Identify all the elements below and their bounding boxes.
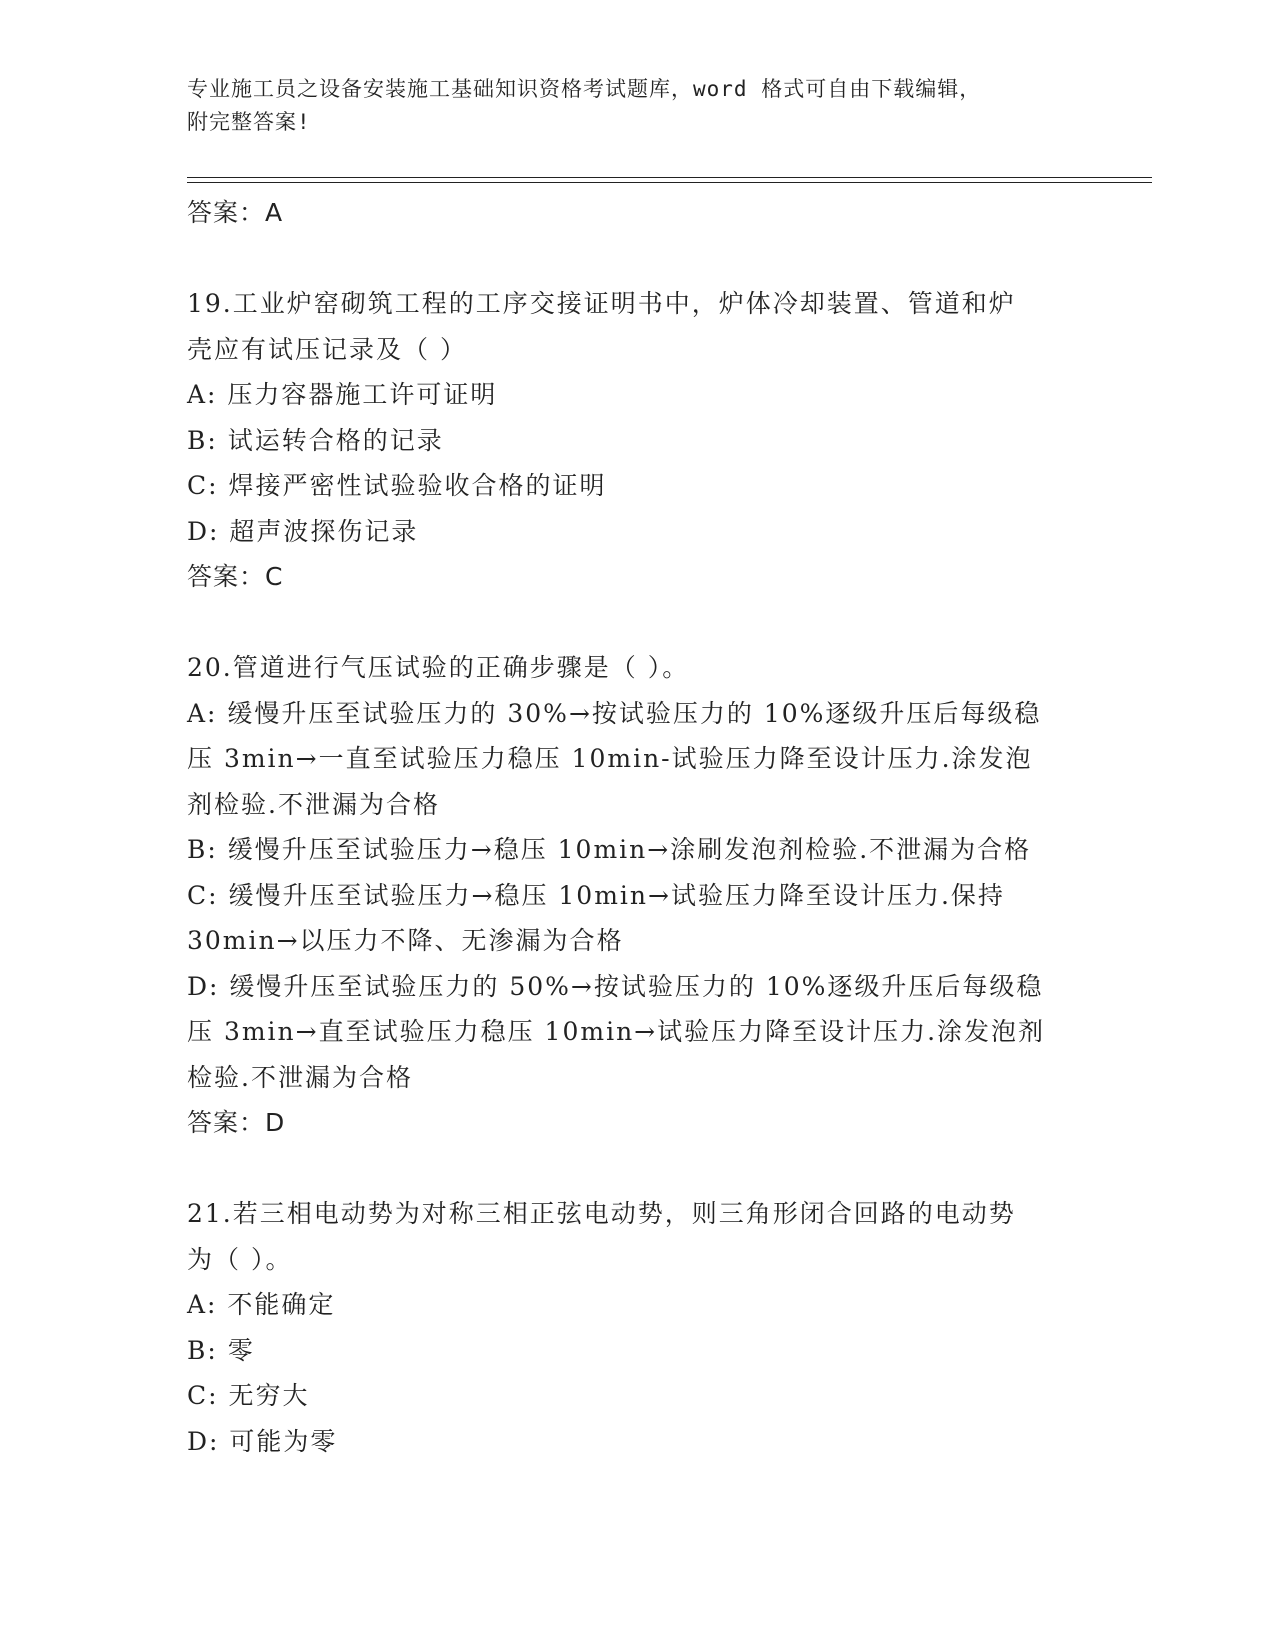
- question-20-stem: 20.管道进行气压试验的正确步骤是（ ）。: [187, 653, 690, 682]
- question-21-option-c: C: 无穷大: [187, 1381, 310, 1410]
- question-21: [187, 1191, 1087, 1464]
- question-19-option-d: D: 超声波探伤记录: [187, 516, 419, 546]
- spacer: [187, 236, 1087, 282]
- header-rule-bottom: [187, 182, 1152, 183]
- question-19-option-b: B: 试运转合格的记录: [187, 425, 444, 455]
- question-19-stem-line-2: 壳应有试压记录及（ ）: [187, 334, 467, 364]
- question-20-option-c-line-1: C: 缓慢升压至试验压力→稳压 10min→试验压力降至设计压力.保持: [187, 880, 1005, 910]
- spacer: [187, 1146, 1087, 1192]
- question-20-option-d-line-2: 压 3min→直至试验压力稳压 10min→试验压力降至设计压力.涂发泡剂: [187, 1017, 1046, 1046]
- question-19-option-c: C: 焊接严密性试验验收合格的证明: [187, 471, 607, 500]
- question-19-option-a: A: 压力容器施工许可证明: [187, 380, 498, 409]
- question-20-option-c-line-2: 30min→以压力不降、无渗漏为合格: [187, 926, 624, 955]
- question-20-option-a-line-1: A: 缓慢升压至试验压力的 30%→按试验压力的 10%逐级升压后每级稳: [187, 698, 1042, 728]
- question-content: [187, 190, 1087, 1464]
- question-20-option-d-line-1: D: 缓慢升压至试验压力的 50%→按试验压力的 10%逐级升压后每级稳: [187, 971, 1044, 1001]
- question-21-option-a: A: 不能确定: [187, 1290, 336, 1319]
- page-header: [187, 73, 1067, 139]
- header-line-1: 专业施工员之设备安装施工基础知识资格考试题库，word 格式可自由下载编辑，: [187, 77, 982, 101]
- question-21-option-b: B: 零: [187, 1335, 255, 1365]
- question-19: [187, 281, 1087, 600]
- question-20-option-b: B: 缓慢升压至试验压力→稳压 10min→涂刷发泡剂检验.不泄漏为合格: [187, 835, 1032, 864]
- spacer: [187, 600, 1087, 646]
- question-21-stem-line-1: 21.若三相电动势为对称三相正弦电动势，则三角形闭合回路的电动势: [187, 1199, 1016, 1228]
- question-21-stem-line-2: 为（ ）。: [187, 1244, 293, 1274]
- question-20: [187, 645, 1087, 1146]
- question-20-option-d-line-3: 检验.不泄漏为合格: [187, 1062, 413, 1092]
- question-20-answer: 答案：D: [187, 1108, 286, 1137]
- previous-answer: 答案：A: [187, 198, 284, 227]
- question-19-stem-line-1: 19.工业炉窑砌筑工程的工序交接证明书中，炉体冷却装置、管道和炉: [187, 289, 1016, 318]
- question-21-option-d: D: 可能为零: [187, 1426, 338, 1456]
- question-20-option-a-line-3: 剂检验.不泄漏为合格: [187, 789, 440, 819]
- header-rule-top: [187, 177, 1152, 178]
- question-19-answer: 答案：C: [187, 562, 284, 591]
- question-20-option-a-line-2: 压 3min→一直至试验压力稳压 10min-试验压力降至设计压力.涂发泡: [187, 744, 1033, 773]
- header-line-2: 附完整答案!: [187, 110, 311, 134]
